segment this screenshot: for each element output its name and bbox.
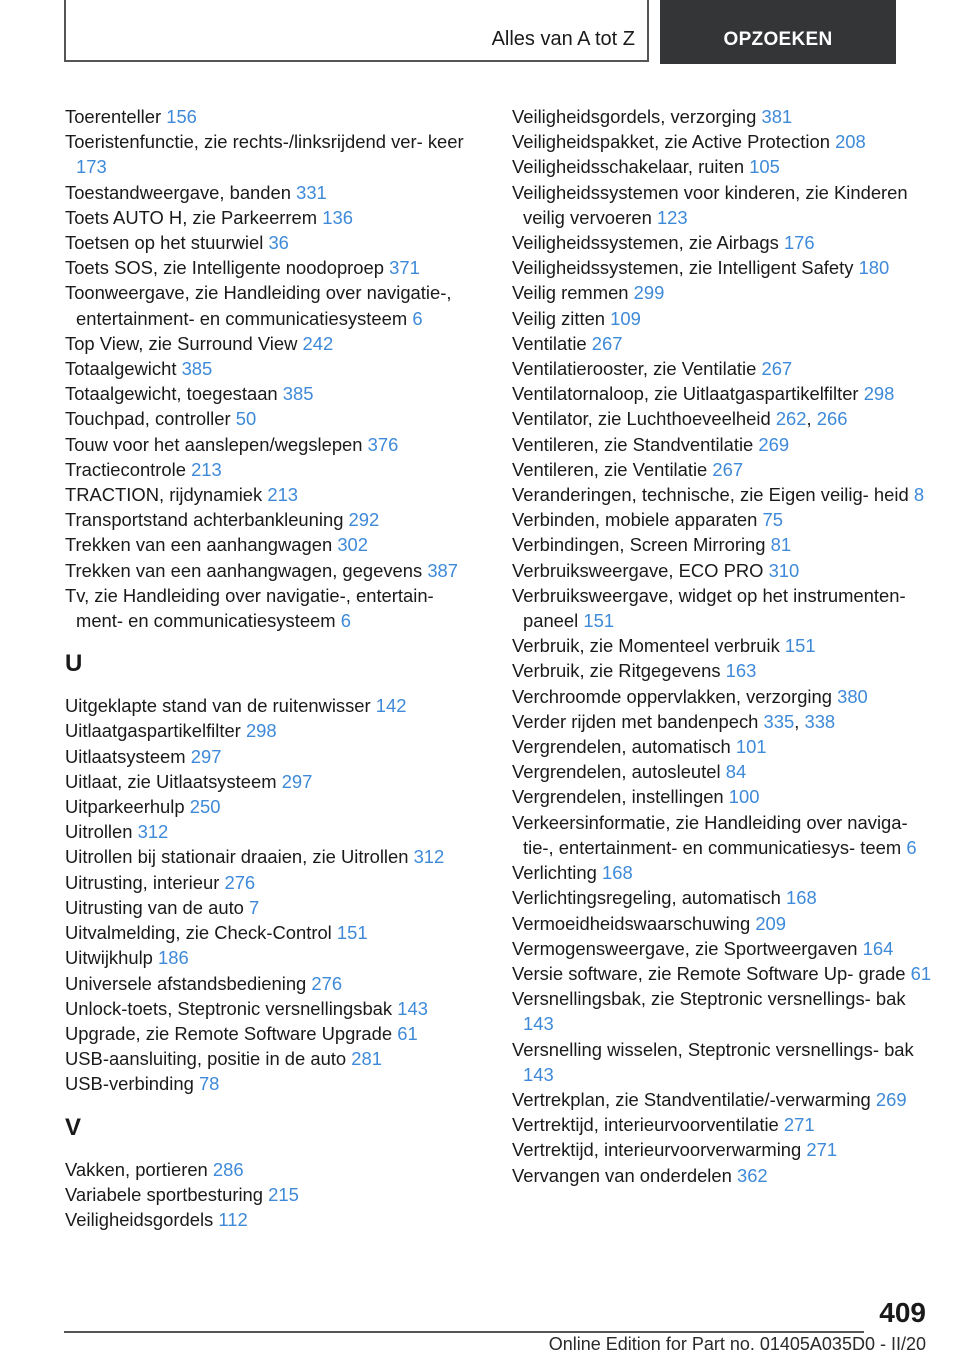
index-entry [512, 406, 932, 431]
index-entry-text: Verbruiksweergave, ECO PRO [512, 559, 764, 581]
index-entry-text: Verkeersinformatie, zie Handleiding over naviga‐ tie-, entertainment- en communicatiesys‐ teem [512, 811, 908, 858]
index-letter-heading: V [65, 1113, 82, 1141]
page-ref-separator: , [794, 710, 800, 732]
index-entry [512, 709, 932, 734]
index-entry [512, 507, 932, 532]
index-entry-text: Verder rijden met bandenpech [512, 710, 759, 732]
index-entry [512, 129, 932, 154]
index-entry-text: Totaalgewicht [65, 358, 177, 380]
index-entry [512, 558, 932, 583]
index-entry-text: Uitlaatgaspartikelfilter [65, 720, 241, 742]
index-entry [512, 759, 932, 784]
index-entry [65, 819, 475, 844]
index-entry-text: Versie software, zie Remote Software Up‐ grade [512, 962, 906, 984]
page-ref-link[interactable]: 299 [633, 282, 665, 304]
index-entry-text: Variabele sportbesturing [65, 1183, 263, 1205]
index-entry-text: Universele afstandsbediening [65, 972, 307, 994]
page-ref-link[interactable]: 312 [137, 821, 169, 843]
page-ref-link[interactable]: 371 [389, 257, 420, 279]
page-ref-link[interactable]: 266 [816, 408, 848, 430]
page-ref-link[interactable]: 168 [601, 862, 633, 884]
page-ref-link[interactable]: 173 [76, 156, 107, 178]
index-entry-text: Verbinden, mobiele apparaten [512, 509, 758, 531]
index-group-v-continued [512, 104, 932, 1188]
index-entry [512, 180, 932, 230]
page-ref-link[interactable]: 151 [336, 922, 368, 944]
page-ref-link[interactable]: 281 [351, 1048, 382, 1070]
page-ref-link[interactable]: 123 [656, 206, 688, 228]
index-entry [512, 1112, 932, 1137]
index-entry [512, 154, 932, 179]
index-entry [512, 381, 932, 406]
index-entry [65, 920, 475, 945]
page-ref-link[interactable]: 8 [913, 484, 925, 506]
index-entry [65, 129, 475, 179]
index-entry-text: Veranderingen, technische, zie Eigen veilig‐ heid [512, 484, 909, 506]
page-ref-link[interactable]: 163 [725, 660, 757, 682]
index-group-v [65, 1157, 475, 1233]
index-entry-text: Ventilatie [512, 332, 587, 354]
index-entry [512, 331, 932, 356]
index-entry [65, 532, 475, 557]
index-entry [65, 558, 475, 583]
index-entry [512, 280, 932, 305]
index-entry-text: Vergrendelen, autosleutel [512, 761, 721, 783]
index-entry-text: Verchroomde oppervlakken, verzorging [512, 685, 832, 707]
index-entry [65, 356, 475, 381]
index-entry-text: Veiligheidssystemen, zie Intelligent Safety [512, 257, 854, 279]
index-entry [512, 885, 932, 910]
section-tab[interactable] [64, 0, 649, 62]
index-entry [512, 1163, 932, 1188]
index-entry-text: Trekken van een aanhangwagen, gegevens [65, 559, 423, 581]
index-entry [512, 457, 932, 482]
index-entry-text: Touchpad, controller [65, 408, 231, 430]
page-ref-link[interactable]: 176 [783, 232, 815, 254]
index-entry-text: Vergrendelen, instellingen [512, 786, 724, 808]
index-entry [512, 734, 932, 759]
index-entry-text: Toeristenfunctie, zie rechts-/linksrijdend ver‐ keer [65, 131, 464, 153]
index-entry [65, 870, 475, 895]
footer-edition: Online Edition for Part no. 01405A035D0 - II/20 [548, 1334, 926, 1354]
index-entry [65, 432, 475, 457]
index-entry-text: Upgrade, zie Remote Software Upgrade [65, 1022, 393, 1044]
index-entry-text: Toets SOS, zie Intelligente noodoproep [65, 257, 384, 279]
index-entry-text: USB-aansluiting, positie in de auto [65, 1048, 347, 1070]
index-entry-text: Verbruik, zie Momenteel verbruik [512, 635, 780, 657]
page-ref-link[interactable]: 276 [224, 871, 256, 893]
page-ref-link[interactable]: 250 [189, 796, 221, 818]
page-ref-link[interactable]: 262 [775, 408, 807, 430]
page-ref-link[interactable]: 143 [523, 1063, 554, 1085]
page-ref-link[interactable]: 312 [413, 846, 445, 868]
page-ref-link[interactable]: 75 [762, 509, 783, 531]
index-entry-text: Verlichtingsregeling, automatisch [512, 887, 781, 909]
index-entry-text: Verlichting [512, 862, 597, 884]
index-entry-text: Vertrektijd, interieurvoorverwarming [512, 1139, 802, 1161]
page-ref-link[interactable]: 7 [249, 896, 260, 918]
index-entry-text: Vervangen van onderdelen [512, 1164, 732, 1186]
index-entry [65, 1046, 475, 1071]
index-entry [512, 1037, 932, 1087]
index-entry [65, 331, 475, 356]
index-entry [512, 633, 932, 658]
index-entry-text: Transportstand achterbankleuning [65, 509, 344, 531]
page-ref-link[interactable]: 267 [761, 358, 793, 380]
index-entry [65, 381, 475, 406]
index-entry-text: Vergrendelen, automatisch [512, 736, 731, 758]
index-entry [65, 104, 475, 129]
page-ref-link[interactable]: 84 [725, 761, 747, 783]
index-entry [512, 1087, 932, 1112]
page-number: 409 [879, 1297, 926, 1328]
index-entry-text: Uitrusting, interieur [65, 871, 220, 893]
page-ref-link[interactable]: 269 [875, 1088, 907, 1110]
index-entry-text: Veiligheidsschakelaar, ruiten [512, 156, 745, 178]
index-entry-text: Uitvalmelding, zie Check-Control [65, 922, 332, 944]
index-entry-text: Uitgeklapte stand van de ruitenwisser [65, 695, 371, 717]
index-entry [65, 769, 475, 794]
page-ref-link[interactable]: 297 [190, 745, 222, 767]
footer-divider [64, 1331, 864, 1333]
page-ref-link[interactable]: 267 [591, 332, 623, 354]
index-entry-text: Vermogensweergave, zie Sportweergaven [512, 937, 858, 959]
index-entry [512, 986, 932, 1036]
index-entry-text: Uitwijkhulp [65, 947, 153, 969]
page-ref-link[interactable]: 267 [712, 458, 744, 480]
page-ref-link[interactable]: 156 [166, 106, 197, 127]
index-entry-text: Totaalgewicht, toegestaan [65, 383, 278, 405]
page-ref-link[interactable]: 81 [770, 534, 792, 556]
page-ref-link[interactable]: 142 [375, 695, 407, 717]
index-entry-text: Verbruik, zie Ritgegevens [512, 660, 721, 682]
page-ref-link[interactable]: 385 [181, 358, 213, 380]
search-tab-label: OPZOEKEN [723, 29, 833, 50]
index-group-t [65, 104, 475, 633]
index-entry [512, 1137, 932, 1162]
index-entry [65, 996, 475, 1021]
index-entry-text: Uitlaat, zie Uitlaatsysteem [65, 770, 277, 792]
page-ref-link[interactable]: 151 [784, 635, 816, 657]
page-ref-link[interactable]: 213 [267, 484, 299, 506]
page-ref-link[interactable]: 385 [282, 383, 314, 405]
index-entry-text: Uitrollen [65, 821, 133, 843]
page-ref-link[interactable]: 180 [858, 257, 890, 279]
page-ref-link[interactable]: 136 [322, 206, 353, 228]
index-entry-text: Veilig zitten [512, 307, 606, 329]
page-ref-link[interactable]: 6 [906, 836, 917, 858]
page-ref-link[interactable]: 271 [806, 1139, 838, 1161]
index-entry [65, 180, 475, 205]
page-ref-link[interactable]: 338 [804, 710, 836, 732]
index-entry [65, 971, 475, 996]
index-entry-text: Top View, zie Surround View [65, 332, 298, 354]
index-column-right [512, 104, 932, 1188]
index-entry [65, 1071, 475, 1096]
page-ref-link[interactable]: 387 [427, 559, 458, 581]
index-entry-text: Versnellingsbak, zie Steptronic versnellings‐ bak [512, 988, 906, 1010]
page-ref-link[interactable]: 78 [198, 1073, 220, 1095]
index-entry [512, 306, 932, 331]
index-letter-heading: U [65, 650, 83, 678]
page-ref-link[interactable]: 109 [610, 307, 641, 329]
index-entry-text: Ventilatierooster, zie Ventilatie [512, 358, 757, 380]
page-ref-link[interactable]: 112 [218, 1208, 248, 1230]
page-ref-link[interactable]: 61 [910, 962, 932, 984]
page-ref-link[interactable]: 381 [761, 106, 793, 127]
index-entry-text: Ventilator, zie Luchthoeveelheid [512, 408, 771, 430]
page-ref-link[interactable]: 209 [755, 912, 787, 934]
page-ref-link[interactable]: 105 [749, 156, 780, 178]
page-ref-link[interactable]: 213 [191, 458, 222, 480]
page-ref-link[interactable]: 335 [763, 710, 795, 732]
page-ref-link[interactable]: 168 [785, 887, 817, 909]
index-entry [512, 810, 932, 860]
index-entry-text: Uitrusting van de auto [65, 896, 244, 918]
index-entry [512, 230, 932, 255]
page-ref-link[interactable]: 310 [768, 559, 800, 581]
index-column-left [65, 104, 475, 1232]
section-tab-label: Alles van A tot Z [491, 28, 635, 50]
page-ref-link[interactable]: 271 [783, 1114, 815, 1136]
page-ref-link[interactable]: 36 [268, 232, 289, 254]
index-entry-text: Tractiecontrole [65, 458, 186, 480]
index-entry [65, 945, 475, 970]
index-entry [512, 482, 932, 507]
index-entry-text: Touw voor het aanslepen/wegslepen [65, 433, 363, 455]
page-ref-link[interactable]: 164 [862, 937, 894, 959]
index-entry-text: Veiligheidssystemen voor kinderen, zie Kinderen veilig vervoeren [512, 181, 908, 228]
index-entry [65, 280, 475, 330]
index-entry-text: Toerenteller [65, 106, 162, 127]
index-entry-text: Verbindingen, Screen Mirroring [512, 534, 766, 556]
page-ref-link[interactable]: 61 [397, 1022, 418, 1044]
page-ref-link[interactable]: 143 [397, 997, 428, 1019]
index-entry-text: Uitlaatsysteem [65, 745, 186, 767]
index-entry [65, 844, 475, 869]
index-entry-text: Uitrollen bij stationair draaien, zie Uitrollen [65, 846, 409, 868]
index-entry [512, 255, 932, 280]
index-entry [65, 457, 475, 482]
index-entry-text: Veiligheidsgordels [65, 1208, 214, 1230]
page-ref-link[interactable]: 101 [735, 736, 767, 758]
index-entry-text: Ventilatornaloop, zie Uitlaatgaspartikelfilter [512, 383, 859, 405]
index-entry-text: Toetsen op het stuurwiel [65, 232, 264, 254]
index-entry [65, 693, 475, 718]
page-ref-link[interactable]: 50 [235, 408, 257, 430]
index-entry [65, 794, 475, 819]
index-entry-text: Tv, zie Handleiding over navigatie-, entertain‐ ment- en communicatiesysteem [65, 584, 434, 632]
index-entry-text: Unlock-toets, Steptronic versnellingsbak [65, 997, 393, 1019]
page-ref-link[interactable]: 276 [311, 972, 343, 994]
page-ref-link[interactable]: 331 [296, 181, 327, 203]
index-entry-text: Veiligheidsgordels, verzorging [512, 106, 757, 127]
page-ref-link[interactable]: 362 [736, 1164, 768, 1186]
index-entry-text: Toonweergave, zie Handleiding over navigatie-, entertainment- en communicatiesysteem [65, 282, 452, 329]
index-entry-text: Veiligheidspakket, zie Active Protection [512, 131, 830, 153]
page-ref-link[interactable]: 376 [367, 433, 399, 455]
index-entry [65, 482, 475, 507]
index-entry-text: Vakken, portieren [65, 1158, 208, 1180]
index-entry-text: TRACTION, rijdynamiek [65, 484, 263, 506]
index-entry-text: Ventileren, zie Ventilatie [512, 458, 708, 480]
page-ref-link[interactable]: 143 [523, 1013, 554, 1035]
index-entry [512, 583, 932, 633]
search-tab[interactable] [660, 0, 896, 64]
page-ref-link[interactable]: 242 [302, 332, 334, 354]
index-entry [512, 532, 932, 557]
index-entry [512, 961, 932, 986]
index-entry [65, 583, 475, 633]
index-entry-text: Uitparkeerhulp [65, 796, 185, 818]
index-entry [512, 911, 932, 936]
page-ref-link[interactable]: 208 [835, 131, 866, 153]
page-ref-link[interactable]: 292 [348, 509, 380, 531]
page-ref-link[interactable]: 100 [728, 786, 760, 808]
index-entry-text: Toestandweergave, banden [65, 181, 291, 203]
index-entry [65, 1157, 475, 1182]
page-header [64, 0, 896, 64]
index-entry-text: Ventileren, zie Standventilatie [512, 433, 754, 455]
index-entry-text: Trekken van een aanhangwagen [65, 534, 333, 556]
index-entry [512, 658, 932, 683]
index-entry-text: Veiligheidssystemen, zie Airbags [512, 232, 779, 254]
page-ref-link[interactable]: 297 [281, 770, 313, 792]
page-ref-link[interactable]: 380 [837, 685, 868, 707]
index-entry [65, 255, 475, 280]
index-entry-text: Veilig remmen [512, 282, 629, 304]
index-entry [512, 356, 932, 381]
index-entry-text: Toets AUTO H, zie Parkeerrem [65, 206, 318, 228]
page-ref-link[interactable]: 298 [863, 383, 895, 405]
page-ref-link[interactable]: 269 [758, 433, 790, 455]
index-entry [65, 230, 475, 255]
index-entry [65, 507, 475, 532]
index-entry-text: Verbruiksweergave, widget op het instrumenten‐ paneel [512, 584, 906, 632]
index-entry-text: Vertrekplan, zie Standventilatie/-verwarming [512, 1088, 871, 1110]
index-entry-text: Vertrektijd, interieurvoorventilatie [512, 1114, 779, 1136]
index-entry [65, 1207, 475, 1232]
index-entry [512, 684, 932, 709]
index-entry-text: Vermoeidheidswaarschuwing [512, 912, 751, 934]
page-ref-link[interactable]: 6 [412, 307, 423, 329]
index-entry [512, 784, 932, 809]
page-ref-link[interactable]: 286 [212, 1158, 244, 1180]
page-ref-separator: , [806, 408, 812, 430]
index-entry [65, 718, 475, 743]
index-entry [512, 432, 932, 457]
index-entry-text: Versnelling wisselen, Steptronic versnellings‐ bak [512, 1038, 914, 1060]
page-ref-link[interactable]: 215 [268, 1183, 299, 1205]
page-ref-link[interactable]: 6 [340, 610, 351, 632]
index-group-u [65, 693, 475, 1096]
index-entry-text: USB-verbinding [65, 1073, 194, 1095]
index-entry [65, 1021, 475, 1046]
index-entry [65, 1182, 475, 1207]
index-entry [65, 895, 475, 920]
page-ref-link[interactable]: 186 [158, 947, 189, 969]
index-entry [65, 205, 475, 230]
index-entry [512, 936, 932, 961]
index-entry [65, 744, 475, 769]
page-ref-link[interactable]: 298 [245, 720, 277, 742]
page-ref-link[interactable]: 302 [337, 534, 369, 556]
index-entry [512, 104, 932, 129]
index-entry [512, 860, 932, 885]
index-entry [65, 406, 475, 431]
page-ref-link[interactable]: 151 [583, 610, 615, 632]
